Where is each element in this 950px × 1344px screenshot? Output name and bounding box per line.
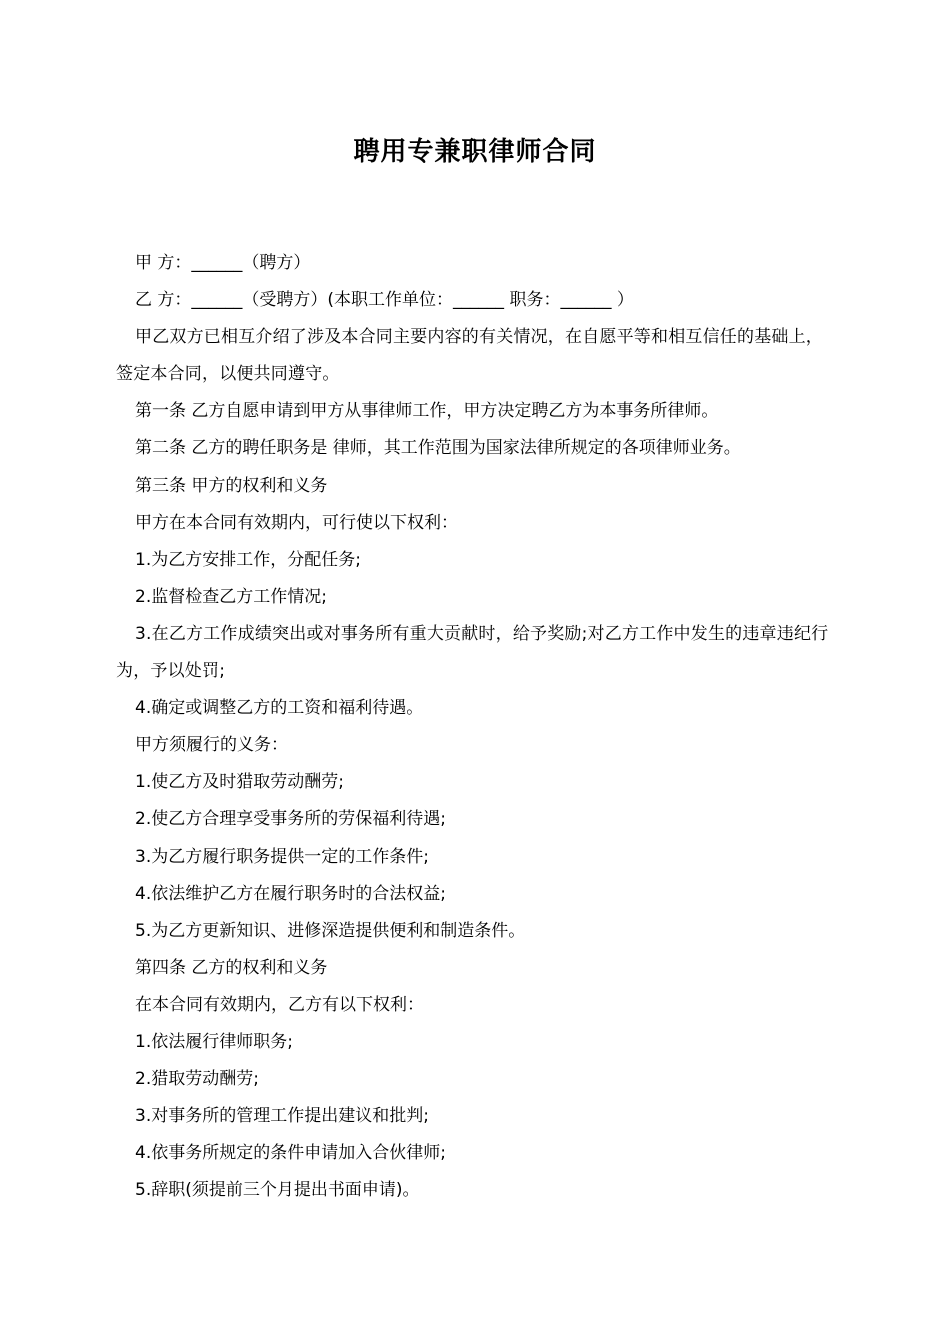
list-item: 2.猎取劳动酬劳; xyxy=(135,1069,259,1090)
list-item: 2.使乙方合理享受事务所的劳保福利待遇; xyxy=(135,809,446,830)
list-item: 1.使乙方及时猎取劳动酬劳; xyxy=(135,772,344,793)
article-4-heading: 第四条 乙方的权利和义务 xyxy=(135,957,328,978)
list-item: 5.辞职(须提前三个月提出书面申请)。 xyxy=(135,1180,420,1201)
article-2: 第二条 乙方的聘任职务是 律师，其工作范围为国家法律所规定的各项律师业务。 xyxy=(135,438,741,459)
document-body xyxy=(116,245,838,1209)
article-3-heading: 第三条 甲方的权利和义务 xyxy=(135,475,328,496)
list-item: 3.对事务所的管理工作提出建议和批判; xyxy=(135,1106,429,1127)
party-a-duties-intro: 甲方须履行的义务： xyxy=(135,735,288,756)
list-item: 3.在乙方工作成绩突出或对事务所有重大贡献时，给予奖励;对乙方工作中发生的违章违纪行为，予以处罚; xyxy=(116,623,829,682)
list-item: 4.依事务所规定的条件申请加入合伙律师; xyxy=(135,1143,446,1164)
list-item: 4.依法维护乙方在履行职务时的合法权益; xyxy=(135,883,446,904)
list-item: 1.为乙方安排工作，分配任务; xyxy=(135,549,361,570)
preamble-paragraph: 甲乙双方已相互介绍了涉及本合同主要内容的有关情况，在自愿平等和相互信任的基础上，签定本合同，以便共同遵守。 xyxy=(116,327,823,385)
document-title: 聘用专兼职律师合同 xyxy=(353,137,597,167)
list-item: 4.确定或调整乙方的工资和福利待遇。 xyxy=(135,698,424,719)
list-item: 2.监督检查乙方工作情况; xyxy=(135,586,327,607)
party-a-line: 甲 方：______（聘方） xyxy=(135,253,311,273)
article-1: 第一条 乙方自愿申请到甲方从事律师工作，甲方决定聘乙方为本事务所律师。 xyxy=(135,401,719,422)
party-b-rights-intro: 在本合同有效期内，乙方有以下权利： xyxy=(135,994,424,1015)
party-b-line: 乙 方：______（受聘方）(本职工作单位：______ 职务：______ ） xyxy=(135,290,634,311)
list-item: 5.为乙方更新知识、进修深造提供便利和制造条件。 xyxy=(135,920,526,941)
list-item: 3.为乙方履行职务提供一定的工作条件; xyxy=(135,846,429,867)
party-a-rights-intro: 甲方在本合同有效期内，可行使以下权利： xyxy=(135,512,458,533)
list-item: 1.依法履行律师职务; xyxy=(135,1031,293,1052)
